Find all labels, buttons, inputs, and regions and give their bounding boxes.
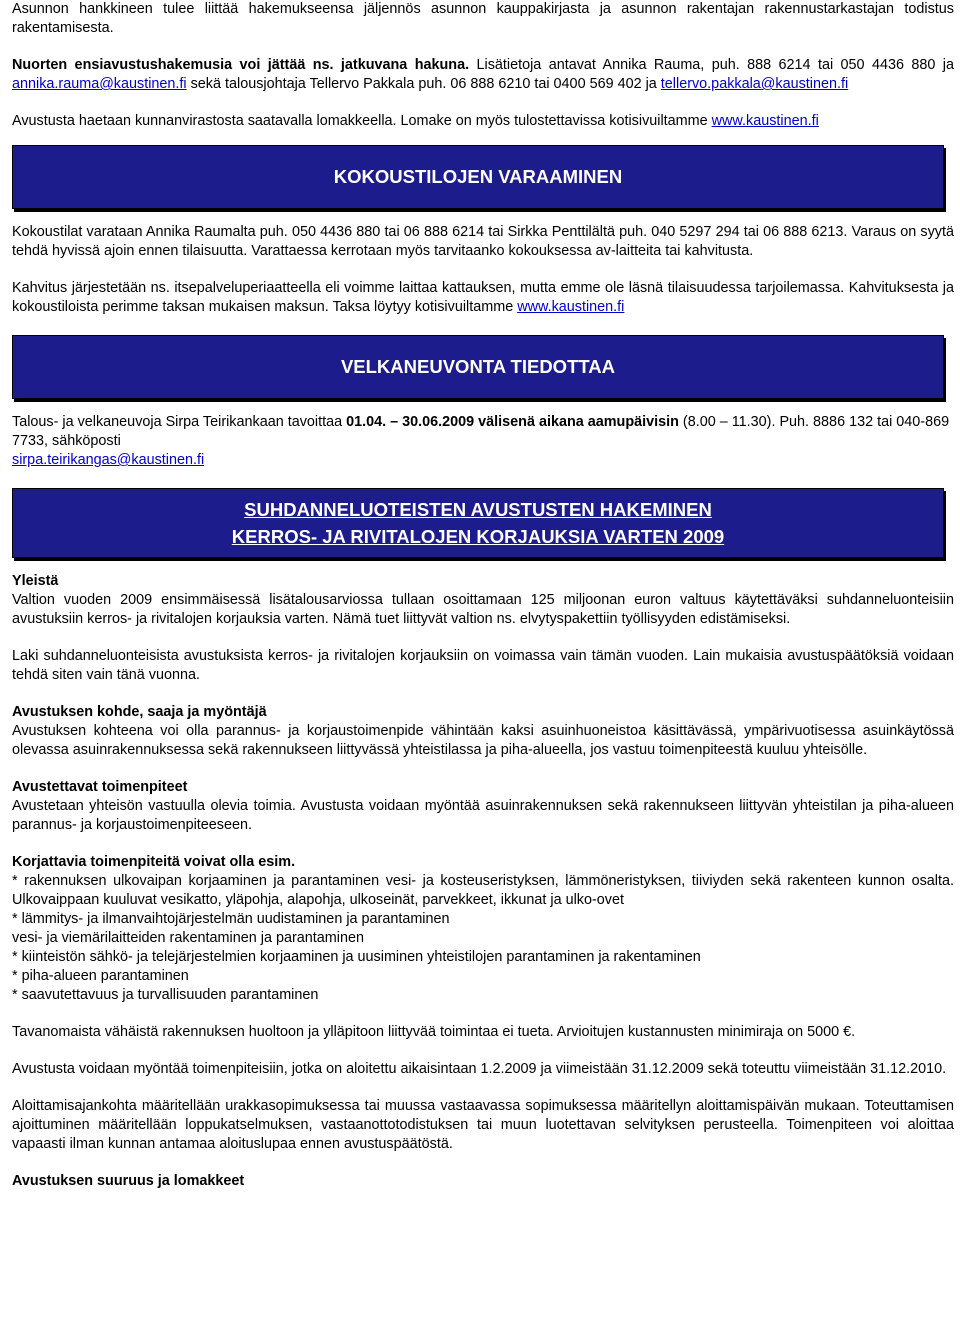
aikataulu-paragraph: Avustusta voidaan myöntää toimenpiteisiin, jotka on aloitettu aikaisintaan 1.2.2009 ja viimeistään 31.12.2009 sekä toteuttu viimeistään 31.12.2010.: [12, 1061, 947, 1077]
velka-paragraph: Talous- ja velkaneuvoja Sirpa Teirikankaan tavoittaa 01.04. – 30.06.2009 välisenä aikana aamupäivisin (8.00 – 11.30). Puh. 8886 132 tai 040-869 7733, sähköposti sirpa.teirikangas@kaustinen.fi: [12, 414, 950, 468]
yleista-paragraph: Valtion vuoden 2009 ensimmäisessä lisätalousarviossa tullaan osoittamaan 125 miljoonan euron valtuus käytettäväksi suhdanneluonteisiin avustuksiin kerros- ja rivitalojen korjauksia varten. Nämä tuet liittyvät valtion ns. elvytyspakettiin työllisyyden edistämiseksi.: [12, 592, 954, 627]
intro-paragraph-1: Asunnon hankkineen tulee liittää hakemukseensa jäljennös asunnon kauppakirjasta ja asunnon rakentajan rakennustarkastajan todistus rakentamisesta.: [12, 1, 954, 36]
list-item: * piha-alueen parantaminen: [12, 968, 189, 984]
email-link-sirpa[interactable]: sirpa.teirikangas@kaustinen.fi: [12, 452, 205, 468]
banner-suhdanne-line-2: KERROS- JA RIVITALOJEN KORJAUKSIA VARTEN 2009: [231, 526, 725, 547]
list-item: * saavutettavuus ja turvallisuuden parantaminen: [12, 987, 319, 1003]
heading-yleista: Yleistä: [12, 573, 59, 589]
banner-kokoustilat: KOKOUSTILOJEN VARAAMINEN: [12, 145, 944, 209]
list-item: vesi- ja viemärilaitteiden rakentaminen ja parantaminen: [12, 930, 364, 946]
toimenpiteet-paragraph: Avustetaan yhteisön vastuulla olevia toimia. Avustusta voidaan myöntää asuinrakennuksen sekä rakennukseen liittyvän yhteistilan ja piha-alueen parannus- ja korjaustoimenpiteeseen.: [12, 798, 954, 833]
kokous-paragraph-2: Kahvitus järjestetään ns. itsepalveluperiaatteella eli voimme laittaa kattauksen, mutta emme ole läsnä tilaisuudessa tarjoilemassa. Kahvituksesta ja kokoustiloista perimme taksan mukaisen maksun. Taksa löytyy kotisivuiltamme www.kaustinen.fi: [12, 280, 954, 315]
email-link-tellervo[interactable]: tellervo.pakkala@kaustinen.fi: [660, 76, 849, 92]
list-item: * rakennuksen ulkovaipan korjaaminen ja parantaminen vesi- ja kosteuseristyksen, lämmöneristyksen, tiiviyden sekä rakenteen kunnon osalta. Ulkovaippaan kuuluvat vesikatto, yläpohja, alapohja, ulkoseinät, parvekkeet, ikkunat ja ulko-ovet: [12, 873, 954, 908]
list-item: * kiinteistön sähkö- ja telejärjestelmien korjaaminen ja uusiminen yhteistilojen parantaminen ja rakentaminen: [12, 949, 701, 965]
intro-bold-text: Nuorten ensiavustushakemusia voi jättää ns. jatkuvana hakuna.: [12, 57, 470, 73]
website-link-1[interactable]: www.kaustinen.fi: [711, 113, 819, 129]
heading-kohde: Avustuksen kohde, saaja ja myöntäjä: [12, 704, 267, 720]
aloittaminen-paragraph: Aloittamisajankohta määritellään urakkasopimuksessa tai muussa vastaavassa sopimuksessa määritellyn aloittamispäivän mukaan. Toteuttamisen ajoittuminen määritellään loppukatselmuksen, vastaanottotodistuksen tai muun luotettavan selvityksen perusteella. Toimenpiteen voi aloittaa vapaasti ilman kunnan antamaa aloituslupaa ennen avustuspäätöstä.: [12, 1098, 954, 1152]
heading-korjattavia: Korjattavia toimenpiteitä voivat olla esim.: [12, 854, 296, 870]
kokous-paragraph-1: Kokoustilat varataan Annika Raumalta puh. 050 4436 880 tai 06 888 6214 tai Sirkka Penttilältä puh. 040 5297 294 tai 06 888 6213. Varaus on syytä tehdä hyvissä ajoin ennen tilaisuutta. Varattaessa kerrotaan myös tarvitaanko kokouksessa av-laitteita tai kahvitusta.: [12, 224, 954, 259]
banner-suhdanne-line-1: SUHDANNELUOTEISTEN AVUSTUSTEN HAKEMINEN: [244, 499, 712, 520]
heading-suuruus: Avustuksen suuruus ja lomakkeet: [12, 1173, 245, 1189]
banner-velkaneuvonta: VELKANEUVONTA TIEDOTTAA: [12, 335, 944, 399]
tavanomaista-paragraph: Tavanomaista vähäistä rakennuksen huoltoon ja ylläpitoon liittyvää toimintaa ei tueta. Arvioitujen kustannusten minimiraja on 5000 €.: [12, 1024, 856, 1040]
laki-paragraph: Laki suhdanneluonteisista avustuksista kerros- ja rivitalojen korjauksiin on voimassa vain tämän vuoden. Lain mukaisia avustuspäätöksiä voidaan tehdä siten vain tänä vuonna.: [12, 648, 954, 683]
banner-suhdanne: [12, 488, 944, 558]
intro-paragraph-2: Nuorten ensiavustushakemusia voi jättää ns. jatkuvana hakuna. Lisätietoja antavat Annika Rauma, puh. 888 6214 tai 050 4436 880 ja annika.rauma@kaustinen.fi sekä talousjohtaja Tellervo Pakkala puh. 06 888 6210 tai 0400 569 402 ja tellervo.pakkala@kaustinen.fi: [12, 57, 954, 92]
list-item: * lämmitys- ja ilmanvaihtojärjestelmän uudistaminen ja parantaminen: [12, 911, 450, 927]
intro-paragraph-3: Avustusta haetaan kunnanvirastosta saatavalla lomakkeella. Lomake on myös tulostettavissa kotisivuiltamme www.kaustinen.fi: [12, 113, 819, 129]
heading-toimenpiteet: Avustettavat toimenpiteet: [12, 779, 188, 795]
kohde-paragraph: Avustuksen kohteena voi olla parannus- ja korjaustoimenpide vähintään kaksi asuinhuoneistoa käsittävässä, ympärivuotisessa asuinkäytössä olevassa asuinrakennuksessa sekä rakennukseen liittyvässä yhteistilassa ja piha-alueella, jos vastuu toimenpiteestä kuuluu yhteisölle.: [12, 723, 954, 758]
website-link-2[interactable]: www.kaustinen.fi: [517, 299, 625, 315]
email-link-annika[interactable]: annika.rauma@kaustinen.fi: [12, 76, 187, 92]
